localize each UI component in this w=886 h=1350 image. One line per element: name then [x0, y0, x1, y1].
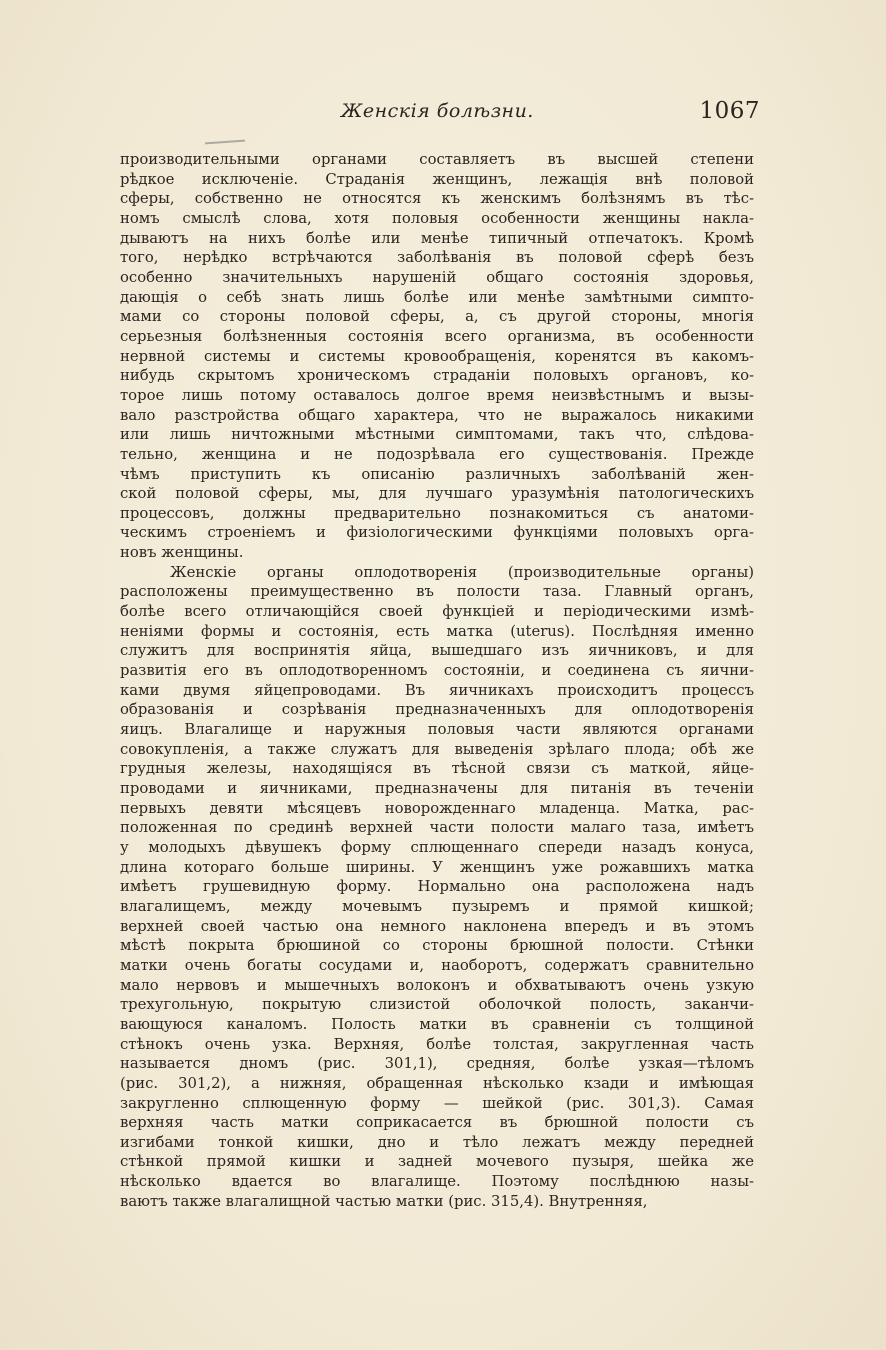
- text-line: стѣнокъ очень узка. Верхняя, болѣе толстая, закругленная часть: [120, 1035, 754, 1053]
- text-line: называется дномъ (рис. 301,1), средняя, болѣе узкая—тѣломъ: [120, 1055, 754, 1073]
- text-line: длина котораго больше ширины. У женщинъ уже рожавшихъ матка: [120, 858, 754, 876]
- text-line: ческимъ строеніемъ и физіологическими функціями половыхъ орга-: [120, 524, 754, 542]
- text-line: стѣнкой прямой кишки и задней мочевого пузыря, шейка же: [120, 1153, 754, 1171]
- text-line: матки очень богаты сосудами и, наоборотъ, содержатъ сравнительно: [120, 956, 754, 974]
- text-line: нервной системы и системы кровообращенія, коренятся въ какомъ-: [120, 347, 754, 365]
- text-line: развитія его въ оплодотворенномъ состояніи, и соединена съ яични-: [120, 662, 754, 680]
- text-line: влагалищемъ, между мочевымъ пузыремъ и прямой кишкой;: [120, 897, 754, 915]
- text-line: верхней своей частью она немного наклонена впередъ и въ этомъ: [120, 917, 754, 935]
- text-line: грудныя железы, находящіяся въ тѣсной связи съ маткой, яйце-: [120, 760, 754, 778]
- text-line: первыхъ девяти мѣсяцевъ новорожденнаго младенца. Матка, рас-: [120, 799, 754, 817]
- text-line: серьезныя болѣзненныя состоянія всего организма, въ особенности: [120, 327, 754, 345]
- text-line: торое лишь потому оставалось долгое время неизвѣстнымъ и вызы-: [120, 386, 754, 404]
- text-line: ской половой сферы, мы, для лучшаго уразумѣнія патологическихъ: [120, 485, 754, 503]
- text-line: верхняя часть матки соприкасается въ брюшной полости съ: [120, 1114, 754, 1132]
- text-line: нибудь скрытомъ хроническомъ страданіи половыхъ органовъ, ко-: [120, 367, 754, 385]
- text-line: номъ смыслѣ слова, хотя половыя особенности женщины накла-: [120, 209, 754, 227]
- running-title: Женскія болѣзни.: [341, 100, 534, 122]
- text-line: того, нерѣдко встрѣчаются заболѣванія въ половой сферѣ безъ: [120, 249, 754, 267]
- text-line: неніями формы и состоянія, есть матка (uterus). Послѣдняя именно: [120, 622, 754, 640]
- text-line: тельно, женщина и не подозрѣвала его существованія. Прежде: [120, 445, 754, 463]
- text-line: яицъ. Влагалище и наружныя половыя части являются органами: [120, 721, 754, 739]
- text-line: имѣетъ грушевидную форму. Нормально она расположена надъ: [120, 878, 754, 896]
- text-line: сферы, собственно не относятся къ женскимъ болѣзнямъ въ тѣс-: [120, 190, 754, 208]
- paragraph-start-line: Женскіе органы оплодотворенія (производительные органы): [170, 563, 754, 581]
- text-line: дываютъ на нихъ болѣе или менѣе типичный отпечатокъ. Кромѣ: [120, 229, 754, 247]
- text-line: служитъ для воспринятія яйца, вышедшаго изъ яичниковъ, и для: [120, 642, 754, 660]
- text-line: у молодыхъ дѣвушекъ форму сплющеннаго спереди назадъ конуса,: [120, 838, 754, 856]
- text-line: чѣмъ приступить къ описанію различныхъ заболѣваній жен-: [120, 465, 754, 483]
- text-line: мѣстѣ покрыта брюшиной со стороны брюшной полости. Стѣнки: [120, 937, 754, 955]
- text-line: расположены преимущественно въ полости таза. Главный органъ,: [120, 583, 754, 601]
- text-line: вало разстройства общаго характера, что не выражалось никакими: [120, 406, 754, 424]
- text-line: образованія и созрѣванія предназначенныхъ для оплодотворенія: [120, 701, 754, 719]
- body-text: [120, 150, 754, 1211]
- text-line: вающуюся каналомъ. Полость матки въ сравненіи съ толщиной: [120, 1015, 754, 1033]
- text-line: проводами и яичниками, предназначены для питанія въ теченіи: [120, 780, 754, 797]
- text-line: мало нервовъ и мышечныхъ волоконъ и обхватываютъ очень узкую: [120, 976, 754, 994]
- text-line: изгибами тонкой кишки, дно и тѣло лежатъ между передней: [120, 1133, 754, 1151]
- text-line: закругленно сплющенную форму — шейкой (рис. 301,3). Самая: [120, 1094, 754, 1112]
- text-line: положенная по срединѣ верхней части полости малаго таза, имѣетъ: [120, 819, 754, 837]
- text-line: совокупленія, а также служатъ для выведенія зрѣлаго плода; обѣ же: [120, 740, 754, 758]
- text-line: или лишь ничтожными мѣстными симптомами, такъ что, слѣдова-: [120, 426, 754, 444]
- text-line: ками двумя яйцепроводами. Въ яичникахъ происходитъ процессъ: [120, 681, 754, 699]
- text-line: процессовъ, должны предварительно познакомиться съ анатоми-: [120, 504, 754, 522]
- text-line: дающія о себѣ знать лишь болѣе или менѣе замѣтными симпто-: [120, 288, 754, 306]
- text-line: нѣсколько вдается во влагалище. Поэтому послѣднюю назы-: [120, 1173, 754, 1191]
- ink-smudge: [205, 140, 245, 145]
- text-line: (рис. 301,2), а нижняя, обращенная нѣсколько кзади и имѣющая: [120, 1074, 754, 1092]
- text-line: болѣе всего отличающійся своей функціей и періодическими измѣ-: [120, 603, 754, 621]
- text-line: особенно значительныхъ нарушеній общаго состоянія здоровья,: [120, 268, 754, 286]
- text-line: рѣдкое исключеніе. Страданія женщинъ, лежащія внѣ половой: [120, 170, 754, 188]
- page-number: 1067: [699, 98, 760, 124]
- running-head: [120, 98, 760, 132]
- text-line: ваютъ также влагалищной частью матки (рис. 315,4). Внутренняя,: [120, 1192, 648, 1210]
- text-line: производительными органами составляетъ въ высшей степени: [120, 151, 754, 168]
- text-line: трехугольную, покрытую слизистой оболочкой полость, заканчи-: [120, 996, 754, 1014]
- text-line: новъ женщины.: [120, 544, 244, 562]
- text-line: мами со стороны половой сферы, а, съ другой стороны, многія: [120, 308, 754, 326]
